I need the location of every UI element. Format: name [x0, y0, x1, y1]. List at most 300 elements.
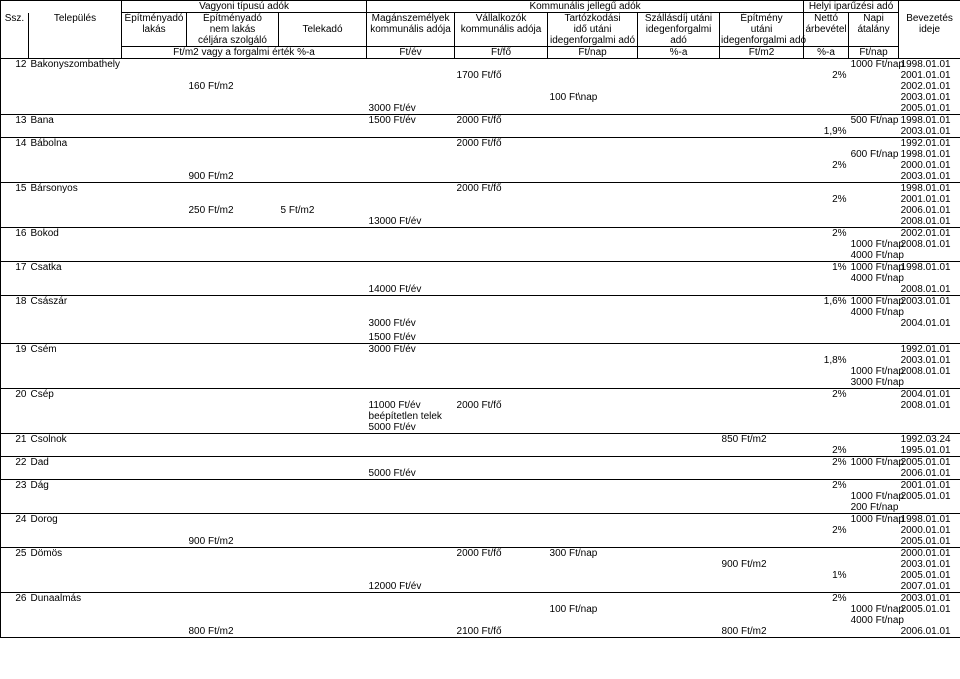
cell-tartozkodasi [548, 457, 638, 469]
cell-napi [849, 284, 899, 296]
cell-maganszemely [367, 194, 455, 205]
cell-maganszemely [367, 377, 455, 389]
cell-vallalkozok: 2100 Ft/fő [455, 626, 548, 638]
cell-epitmeny [720, 318, 804, 332]
cell-napi [849, 92, 899, 103]
cell-maganszemely [367, 536, 455, 548]
cell-telepules: Csém [29, 344, 122, 356]
table-row [1, 434, 960, 446]
cell-ssz [1, 536, 29, 548]
cell-szallasdij [638, 103, 720, 115]
cell-netto [804, 548, 849, 560]
cell-maganszemely [367, 604, 455, 615]
cell-tartozkodasi [548, 183, 638, 195]
cell-epitmenyado-lakas [122, 626, 187, 638]
cell-epitmenyado-nemlakas [187, 514, 279, 526]
cell-epitmenyado-nemlakas [187, 273, 279, 284]
cell-tartozkodasi [548, 626, 638, 638]
cell-maganszemely [367, 307, 455, 318]
cell-telepules [29, 149, 122, 160]
cell-epitmenyado-lakas [122, 468, 187, 480]
cell-napi [849, 318, 899, 332]
cell-bevezetes: 2002.01.01 [899, 81, 960, 92]
cell-tartozkodasi [548, 103, 638, 115]
cell-szallasdij [638, 81, 720, 92]
cell-szallasdij [638, 194, 720, 205]
cell-tartozkodasi [548, 344, 638, 356]
cell-bevezetes: 1992.01.01 [899, 344, 960, 356]
cell-szallasdij [638, 205, 720, 216]
table-row [1, 525, 960, 536]
cell-tartozkodasi [548, 480, 638, 492]
unit-napi: Ft/nap [849, 47, 899, 59]
cell-bevezetes [899, 615, 960, 626]
table-row [1, 307, 960, 318]
cell-netto [804, 366, 849, 377]
header-ssz-spacer-2 [1, 35, 29, 47]
cell-tartozkodasi: 100 Ft\nap [549, 92, 598, 103]
cell-napi: 4000 Ft/nap [850, 307, 904, 318]
cell-telekado [279, 262, 367, 274]
cell-telepules [29, 366, 122, 377]
cell-epitmeny [720, 400, 804, 411]
cell-bevezetes: 1998.01.01 [899, 262, 960, 274]
cell-szallasdij [638, 559, 720, 570]
cell-vallalkozok [455, 366, 548, 377]
cell-telekado [279, 296, 367, 308]
cell-napi [849, 194, 899, 205]
cell-netto [804, 626, 849, 638]
cell-maganszemely [367, 126, 455, 138]
table-row [1, 332, 960, 344]
cell-maganszemely [367, 366, 455, 377]
cell-maganszemely [367, 183, 455, 195]
cell-epitmeny [720, 581, 804, 593]
cell-telekado [279, 355, 367, 366]
cell-szallasdij [638, 284, 720, 296]
header-bevezetes-1: Bevezetés [899, 13, 960, 25]
header-telepules-spacer-2 [29, 35, 122, 47]
cell-epitmeny [720, 445, 804, 457]
table-row [1, 344, 960, 356]
cell-tartozkodasi [548, 284, 638, 296]
cell-telekado [279, 115, 367, 127]
cell-ssz [1, 126, 29, 138]
header-ssz: Ssz. [1, 13, 29, 25]
cell-tartozkodasi [548, 273, 638, 284]
cell-bevezetes: 2005.01.01 [899, 570, 960, 581]
cell-epitmenyado-nemlakas [187, 239, 279, 250]
cell-epitmenyado-lakas [122, 593, 187, 605]
cell-szallasdij [638, 239, 720, 250]
cell-telekado [279, 366, 367, 377]
cell-napi [849, 216, 899, 228]
cell-szallasdij [638, 400, 720, 411]
cell-ssz: 22 [1, 457, 29, 469]
cell-szallasdij [638, 70, 720, 81]
table-row [1, 250, 960, 262]
cell-ssz: 19 [1, 344, 29, 356]
cell-epitmenyado-lakas [122, 400, 187, 411]
cell-telepules [29, 581, 122, 593]
cell-szallasdij [638, 536, 720, 548]
cell-telepules [29, 502, 122, 514]
cell-epitmenyado-lakas [122, 262, 187, 274]
cell-tartozkodasi [548, 491, 638, 502]
cell-tartozkodasi [548, 400, 638, 411]
cell-ssz [1, 502, 29, 514]
cell-telekado [279, 149, 367, 160]
cell-tartozkodasi [548, 514, 638, 526]
table-row [1, 81, 960, 92]
header-netto-spacer [804, 35, 849, 47]
cell-netto [804, 344, 849, 356]
cell-telekado [279, 307, 367, 318]
cell-vallalkozok [455, 411, 548, 422]
cell-telekado: 5 Ft/m2 [280, 205, 315, 216]
cell-vallalkozok [455, 160, 548, 171]
cell-netto [804, 273, 849, 284]
cell-netto [804, 422, 849, 434]
cell-bevezetes: 1998.01.01 [899, 59, 960, 71]
cell-epitmenyado-nemlakas [187, 525, 279, 536]
cell-epitmenyado-lakas [122, 194, 187, 205]
cell-szallasdij [638, 366, 720, 377]
cell-ssz [1, 216, 29, 228]
cell-napi: 500 Ft/nap [850, 115, 899, 126]
cell-telekado [279, 626, 367, 638]
table-row [1, 205, 960, 216]
cell-telepules [29, 273, 122, 284]
cell-epitmenyado-nemlakas [187, 126, 279, 138]
table-row [1, 593, 960, 605]
cell-szallasdij [638, 216, 720, 228]
cell-szallasdij [638, 570, 720, 581]
cell-szallasdij [638, 262, 720, 274]
cell-epitmenyado-lakas [122, 604, 187, 615]
cell-napi: 1000 Ft/nap [850, 604, 904, 615]
cell-tartozkodasi [548, 318, 638, 332]
cell-ssz [1, 626, 29, 638]
cell-epitmenyado-nemlakas [187, 468, 279, 480]
cell-tartozkodasi [548, 307, 638, 318]
cell-ssz [1, 366, 29, 377]
cell-maganszemely [367, 559, 455, 570]
cell-epitmeny [720, 604, 804, 615]
cell-bevezetes: 2001.01.01 [899, 70, 960, 81]
cell-telekado [279, 183, 367, 195]
cell-vallalkozok [455, 239, 548, 250]
cell-epitmeny [720, 366, 804, 377]
cell-telekado [279, 81, 367, 92]
cell-bevezetes [899, 422, 960, 434]
cell-netto: 1,9% [823, 126, 847, 137]
cell-tartozkodasi [548, 70, 638, 81]
cell-vallalkozok [455, 216, 548, 228]
cell-bevezetes: 2000.01.01 [899, 160, 960, 171]
cell-telekado [279, 536, 367, 548]
cell-netto [804, 171, 849, 183]
cell-tartozkodasi [548, 389, 638, 401]
cell-szallasdij [638, 626, 720, 638]
cell-epitmeny [720, 205, 804, 216]
cell-netto: 2% [832, 445, 847, 456]
cell-vallalkozok [455, 194, 548, 205]
cell-ssz [1, 205, 29, 216]
cell-epitmenyado-lakas [122, 514, 187, 526]
unit-szallasdij: %-a [638, 47, 720, 59]
cell-telepules [29, 81, 122, 92]
cell-epitmeny [720, 81, 804, 92]
header-ssz-unit [1, 47, 29, 59]
header-tartozkodasi-2: idő utáni [548, 24, 638, 35]
table-row [1, 548, 960, 560]
cell-epitmenyado-lakas [122, 615, 187, 626]
cell-vallalkozok [455, 149, 548, 160]
header-bevezetes-2: ideje [899, 24, 960, 35]
cell-bevezetes: 1998.01.01 [899, 183, 960, 195]
group-vagyoni: Vagyoni típusú adók [122, 1, 367, 13]
cell-napi [849, 536, 899, 548]
table-row [1, 514, 960, 526]
cell-ssz [1, 377, 29, 389]
header-vallalkozok-1: Vállalkozók [455, 13, 548, 25]
cell-telekado [279, 593, 367, 605]
cell-telepules [29, 307, 122, 318]
cell-epitmenyado-nemlakas [187, 194, 279, 205]
cell-telekado [279, 422, 367, 434]
cell-maganszemely [367, 138, 455, 150]
cell-napi [849, 581, 899, 593]
cell-maganszemely [367, 205, 455, 216]
cell-bevezetes [899, 273, 960, 284]
cell-epitmenyado-lakas [122, 536, 187, 548]
cell-napi [849, 480, 899, 492]
cell-ssz [1, 318, 29, 332]
cell-epitmenyado-lakas [122, 318, 187, 332]
cell-ssz [1, 445, 29, 457]
cell-bevezetes: 2003.01.01 [899, 171, 960, 183]
cell-ssz [1, 491, 29, 502]
cell-epitmenyado-nemlakas [187, 216, 279, 228]
cell-szallasdij [638, 160, 720, 171]
cell-epitmenyado-lakas [122, 377, 187, 389]
cell-telepules [29, 411, 122, 422]
cell-epitmenyado-lakas [122, 389, 187, 401]
cell-epitmeny [720, 250, 804, 262]
cell-epitmenyado-lakas [122, 581, 187, 593]
cell-netto [804, 307, 849, 318]
cell-epitmenyado-nemlakas [187, 149, 279, 160]
cell-netto [804, 559, 849, 570]
cell-telekado [279, 581, 367, 593]
cell-vallalkozok: 2000 Ft/fő [455, 548, 548, 560]
cell-vallalkozok [455, 355, 548, 366]
cell-telekado [279, 250, 367, 262]
cell-napi [849, 559, 899, 570]
cell-bevezetes: 1998.01.01 [899, 115, 960, 127]
cell-vallalkozok [455, 457, 548, 469]
cell-napi [849, 332, 899, 344]
header-vallalkozok-2: kommunális adója [455, 24, 548, 35]
cell-bevezetes: 2005.01.01 [899, 536, 960, 548]
header-netto-2: árbevétel [805, 24, 847, 35]
cell-szallasdij [638, 434, 720, 446]
cell-tartozkodasi [548, 593, 638, 605]
cell-tartozkodasi [548, 377, 638, 389]
cell-bevezetes: 1995.01.01 [899, 445, 960, 457]
cell-telekado [279, 400, 367, 411]
cell-vallalkozok [455, 491, 548, 502]
cell-epitmenyado-lakas [122, 205, 187, 216]
cell-ssz [1, 92, 29, 103]
cell-szallasdij [638, 502, 720, 514]
cell-telepules [29, 332, 122, 344]
cell-epitmeny [720, 149, 804, 160]
cell-szallasdij [638, 307, 720, 318]
cell-epitmenyado-lakas [122, 422, 187, 434]
cell-tartozkodasi [548, 228, 638, 240]
cell-maganszemely: 13000 Ft/év [368, 216, 422, 227]
cell-ssz [1, 559, 29, 570]
cell-vallalkozok [455, 307, 548, 318]
cell-vallalkozok [455, 377, 548, 389]
cell-epitmenyado-lakas [122, 548, 187, 560]
cell-epitmenyado-nemlakas [187, 250, 279, 262]
cell-epitmeny [720, 332, 804, 344]
cell-tartozkodasi [548, 115, 638, 127]
cell-epitmenyado-nemlakas [187, 389, 279, 401]
cell-tartozkodasi [548, 581, 638, 593]
cell-epitmenyado-lakas [122, 250, 187, 262]
cell-netto: 2% [832, 70, 847, 81]
unit-maganszemely: Ft/év [367, 47, 455, 59]
cell-tartozkodasi [548, 615, 638, 626]
cell-vallalkozok [455, 581, 548, 593]
cell-maganszemely: 11000 Ft/év [368, 400, 421, 411]
cell-epitmeny [720, 171, 804, 183]
header-telekado [279, 13, 367, 25]
cell-ssz [1, 160, 29, 171]
cell-telekado [279, 468, 367, 480]
cell-napi [849, 525, 899, 536]
cell-bevezetes: 2005.01.01 [899, 604, 960, 615]
cell-napi [849, 160, 899, 171]
cell-telekado [279, 103, 367, 115]
table-row [1, 284, 960, 296]
cell-epitmenyado-nemlakas [187, 183, 279, 195]
cell-epitmenyado-lakas [122, 138, 187, 150]
cell-epitmeny [720, 307, 804, 318]
header-telepules-top [29, 1, 122, 13]
table-row [1, 480, 960, 492]
cell-szallasdij [638, 250, 720, 262]
cell-epitmenyado-nemlakas [187, 296, 279, 308]
cell-napi [849, 344, 899, 356]
header-epitmeny-1: Építmény [720, 13, 804, 25]
cell-epitmeny [720, 216, 804, 228]
cell-szallasdij [638, 183, 720, 195]
cell-epitmenyado-nemlakas [187, 400, 279, 411]
cell-ssz: 15 [1, 183, 29, 195]
cell-tartozkodasi: 300 Ft/nap [548, 548, 638, 560]
cell-vallalkozok [455, 103, 548, 115]
cell-tartozkodasi [548, 445, 638, 457]
cell-szallasdij [638, 491, 720, 502]
table-row [1, 491, 960, 502]
cell-netto [804, 491, 849, 502]
cell-vallalkozok [455, 273, 548, 284]
cell-netto: 2% [804, 593, 849, 605]
cell-netto: 2% [832, 160, 847, 171]
cell-epitmeny [720, 183, 804, 195]
cell-ssz: 17 [1, 262, 29, 274]
cell-epitmenyado-lakas [122, 445, 187, 457]
cell-bevezetes [899, 502, 960, 514]
cell-telepules: Bakonyszombathely [30, 59, 120, 70]
cell-telepules [29, 559, 122, 570]
cell-napi [849, 593, 899, 605]
cell-epitmeny [720, 491, 804, 502]
cell-napi [849, 400, 899, 411]
cell-epitmenyado-nemlakas [187, 581, 279, 593]
cell-napi [849, 126, 899, 138]
cell-vallalkozok [455, 593, 548, 605]
cell-telekado [279, 570, 367, 581]
cell-maganszemely [367, 81, 455, 92]
cell-tartozkodasi [548, 468, 638, 480]
cell-vallalkozok [455, 262, 548, 274]
cell-epitmenyado-lakas [122, 307, 187, 318]
cell-bevezetes: 2008.01.01 [899, 284, 960, 296]
cell-telepules [29, 250, 122, 262]
cell-tartozkodasi [548, 126, 638, 138]
cell-telekado [279, 502, 367, 514]
cell-telepules: Dorog [29, 514, 122, 526]
cell-vallalkozok [455, 434, 548, 446]
cell-tartozkodasi [548, 216, 638, 228]
cell-bevezetes: 1992.03.24 [899, 434, 960, 446]
cell-ssz [1, 149, 29, 160]
header-napi-1: Napi [849, 13, 899, 25]
cell-telekado [279, 389, 367, 401]
cell-bevezetes: 2006.01.01 [899, 468, 960, 480]
cell-maganszemely [367, 171, 455, 183]
table-header [1, 1, 960, 59]
unit-netto: %-a [804, 47, 849, 59]
cell-maganszemely [367, 389, 455, 401]
cell-bevezetes: 2002.01.01 [899, 228, 960, 240]
cell-maganszemely [367, 502, 455, 514]
table-row [1, 581, 960, 593]
cell-vallalkozok [455, 81, 548, 92]
cell-maganszemely [367, 160, 455, 171]
cell-epitmenyado-lakas [122, 434, 187, 446]
table-row [1, 615, 960, 626]
header-telek-spacer [279, 35, 367, 47]
cell-vallalkozok [455, 559, 548, 570]
cell-telepules [29, 205, 122, 216]
header-tartozkodasi-1: Tartózkodási [548, 13, 638, 25]
cell-szallasdij [638, 171, 720, 183]
cell-netto: 2% [832, 525, 847, 536]
cell-napi: 1000 Ft/nap [850, 457, 904, 468]
cell-netto [804, 581, 849, 593]
cell-szallasdij [638, 604, 720, 615]
cell-epitmeny [720, 536, 804, 548]
cell-epitmenyado-lakas [122, 332, 187, 344]
header-napi-2: átalány [849, 24, 899, 35]
